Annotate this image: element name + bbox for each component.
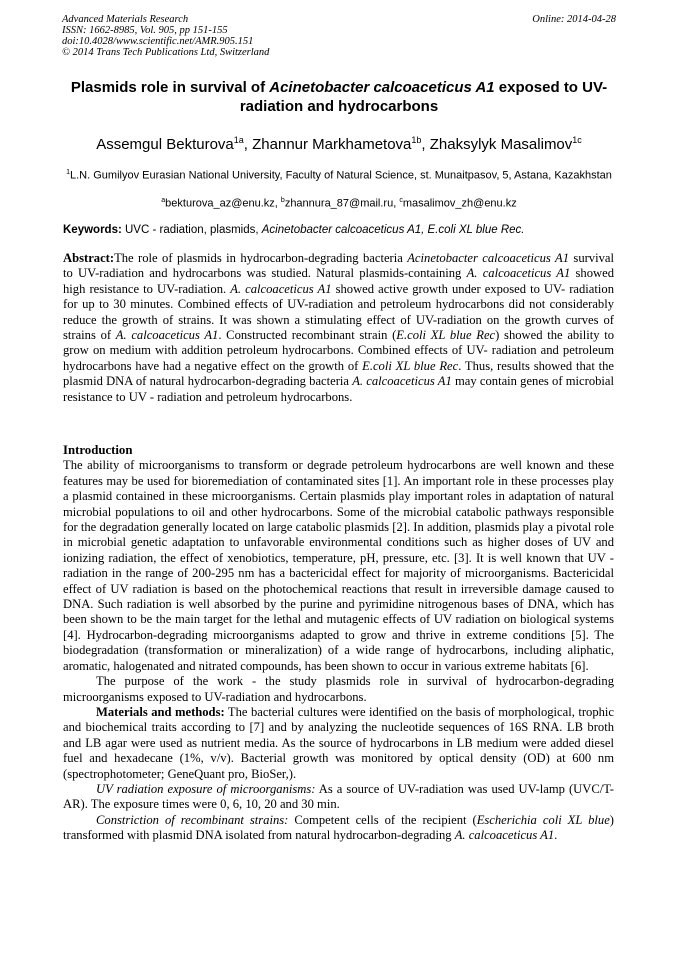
- email-address[interactable]: zhannura_87@mail.ru: [284, 197, 394, 210]
- recombinant-paragraph: [63, 813, 614, 844]
- uv-exposure-text: As a source of UV-radiation was used UV-lamp (UVC/T-AR). The exposure times were 0, 6, 10, 20 and 30 min.: [63, 781, 614, 812]
- materials-methods-paragraph: [63, 705, 614, 782]
- affiliation: [62, 165, 616, 184]
- title-organism: Acinetobacter calcoaceticus A1: [269, 79, 495, 96]
- author-list: Assemgul Bekturova$^{1a}$, Zhannur Markhametova$^{1b}$, Zhaksylyk Masalimov$^{1c}$: [96, 135, 582, 153]
- abstract-organism: A. calcoaceticus A1: [466, 266, 571, 281]
- abstract-organism: Acinetobacter calcoaceticus A1: [407, 251, 569, 265]
- email-mark: c: [399, 197, 403, 204]
- materials-methods-label: Materials and methods:: [96, 704, 225, 719]
- abstract-text: ) showed the ability to grow on medium with addition petroleum hydrocarbons. Combined effects of UV- radiation and petroleum hydrocarbons have had a negative effect on the growth of: [63, 328, 615, 373]
- abstract-organism: E.coli XL blue Rec: [362, 358, 459, 373]
- recombinant-label: Constriction of recombinant strains:: [96, 812, 289, 827]
- title-part-1: Plasmids role in survival of: [70, 79, 270, 96]
- abstract-text: . Thus, results showed that the plasmid DNA of natural hydrocarbon-degrading bacteria: [63, 358, 614, 389]
- introduction-section: [63, 443, 614, 844]
- abstract-text: The role of plasmids in hydrocarbon-degrading bacteria: [114, 251, 408, 265]
- intro-paragraph-2: The purpose of the work - the study plasmids role in survival of hydrocarbon-degrading microorganisms exposed to UV-radiation and hydrocarbons.: [63, 674, 614, 704]
- abstract-organism: E.coli XL blue Rec: [396, 328, 496, 343]
- online-date: Online: 2014-04-28: [532, 14, 616, 25]
- email-address[interactable]: masalimov_zh@enu.kz: [402, 197, 517, 210]
- affiliation-text: L.N. Gumilyov Eurasian National University, Faculty of Natural Science, st. Munaitpasov, 5, Astana, Kazakhstan: [70, 169, 612, 182]
- uv-exposure-label: UV radiation exposure of microorganisms:: [96, 781, 316, 796]
- uv-exposure-paragraph: [63, 782, 614, 813]
- author-name: Zhannur Markhametova: [252, 136, 412, 153]
- intro-paragraph-1: The ability of microorganisms to transform or degrade petroleum hydrocarbons are well known and these features may be used for bioremediation of contaminated sites [1]. An important role in these processes play a plasmid contained in these microorganisms. Certain plasmids play important roles in adaptation of natural microbial populations to oil and other hydrocarbons. Some of the microbial catabolic pathways responsible for the degradation generally located on large catabolic plasmids [2]. In addition, plasmids play a pivotal role in microbial genetic adaptation to unfavorable environmental conditions such as higher doses of UV and ionizing radiation, the effect of xenobiotics, temperature, pH, pressure, etc. [3]. It is well known that UV - radiation in the range of 200-295 nm has a bactericidal effect for majority of microorganisms. Bactericidal effect of UV radiation is based on the photochemical reactions that result in irreversible damage caused to DNA. Such radiation is well absorbed by the purine and pyrimidine nitrogenous bases of DNA, which has been shown to be the main target for the lethal and mutagenic effects of UV radiation on biological systems [4]. Hydrocarbon-degrading microorganisms adapted to grow and thrive in extreme conditions [5]. The biodegradation (transformation or mineralization) of a wide range of hydrocarbons, including aliphatic, aromatic, halogenated and nitrated compounds, has been shown to occur in various extreme habitats [6].: [63, 458, 614, 673]
- journal-header: [62, 14, 616, 58]
- materials-methods-text: The bacterial cultures were identified on the basis of morphological, trophic and biochemical traits according to [7] and by analyzing the nucleotide sequences of 16S RNA. LB broth and LB agar were used as nutrient media. As the source of hydrocarbons in LB medium were added diesel fuel and hexadecane (1%, v/v). Bacterial growth was monitored by optical density (OD) at 600 nm (spectrophotometer; GeneQuant pro, BioSer,).: [63, 704, 614, 781]
- recombinant-organism: A. calcoaceticus A1: [454, 828, 555, 843]
- author-affiliation-mark: 1a: [233, 135, 244, 145]
- abstract-text: showed high resistance to UV-radiation.: [63, 266, 615, 296]
- issn-line: ISSN: 1662-8985, Vol. 905, pp 151-155: [62, 25, 228, 36]
- abstract-text: may contain genes of microbial resistance to UV - radiation and petroleum hydrocarbons.: [63, 374, 614, 404]
- author-name: Assemgul Bekturova: [96, 136, 234, 153]
- keywords-label: Keywords:: [63, 224, 122, 236]
- abstract-organism: A. calcoaceticus A1: [352, 374, 452, 389]
- keywords-plain: UVC - radiation, plasmids,: [121, 224, 262, 236]
- doi-line: doi:10.4028/www.scientific.net/AMR.905.151: [62, 36, 254, 47]
- recombinant-text: ) transformed with plasmid DNA isolated from natural hydrocarbon-degrading: [63, 812, 614, 843]
- recombinant-organism: Escherichia coli XL blue: [476, 812, 610, 827]
- email-list: $^a$bekturova_az@enu.kz, $^b$zhannura_87@mail.ru, $^c$masalimov_zh@enu.kz: [161, 197, 517, 210]
- author-name: Zhaksylyk Masalimov: [429, 136, 573, 153]
- author-affiliation-mark: 1b: [411, 135, 422, 145]
- copyright-line: © 2014 Trans Tech Publications Ltd, Switzerland: [62, 47, 270, 58]
- introduction-heading: Introduction: [63, 443, 133, 457]
- recombinant-text: .: [554, 828, 558, 843]
- journal-name: Advanced Materials Research: [62, 14, 189, 25]
- email-mark: b: [280, 197, 285, 204]
- abstract: [63, 251, 614, 405]
- abstract-organism: A. calcoaceticus A1: [115, 328, 219, 343]
- keywords: [63, 223, 617, 238]
- keywords-italic: Acinetobacter calcoaceticus A1, E.coli XL blue Rec.: [261, 224, 525, 236]
- title-part-2: exposed to UV-radiation and hydrocarbons: [239, 79, 608, 115]
- abstract-text: showed active growth under exposed to UV- radiation for up to 30 minutes. Combined effects of UV-radiation and petroleum hydrocarbons did not considerably reduce the growth of strains. It was shown a stimulating effect of UV-radiation on the growth curves of strains of: [63, 281, 614, 343]
- author-affiliation-mark: 1c: [572, 135, 582, 145]
- abstract-organism: A. calcoaceticus A1: [230, 281, 332, 296]
- abstract-text: . Constructed recombinant strain (: [218, 328, 397, 343]
- abstract-label: Abstract:: [63, 251, 115, 265]
- recombinant-text: Competent cells of the recipient (: [288, 812, 477, 827]
- email-address[interactable]: bekturova_az@enu.kz: [165, 197, 275, 210]
- paper-title: [40, 78, 638, 116]
- affiliation-mark: 1: [66, 169, 70, 176]
- email-mark: a: [161, 197, 166, 204]
- abstract-text: survival to UV-radiation and hydrocarbons was studied. Natural plasmids-containing: [63, 251, 614, 281]
